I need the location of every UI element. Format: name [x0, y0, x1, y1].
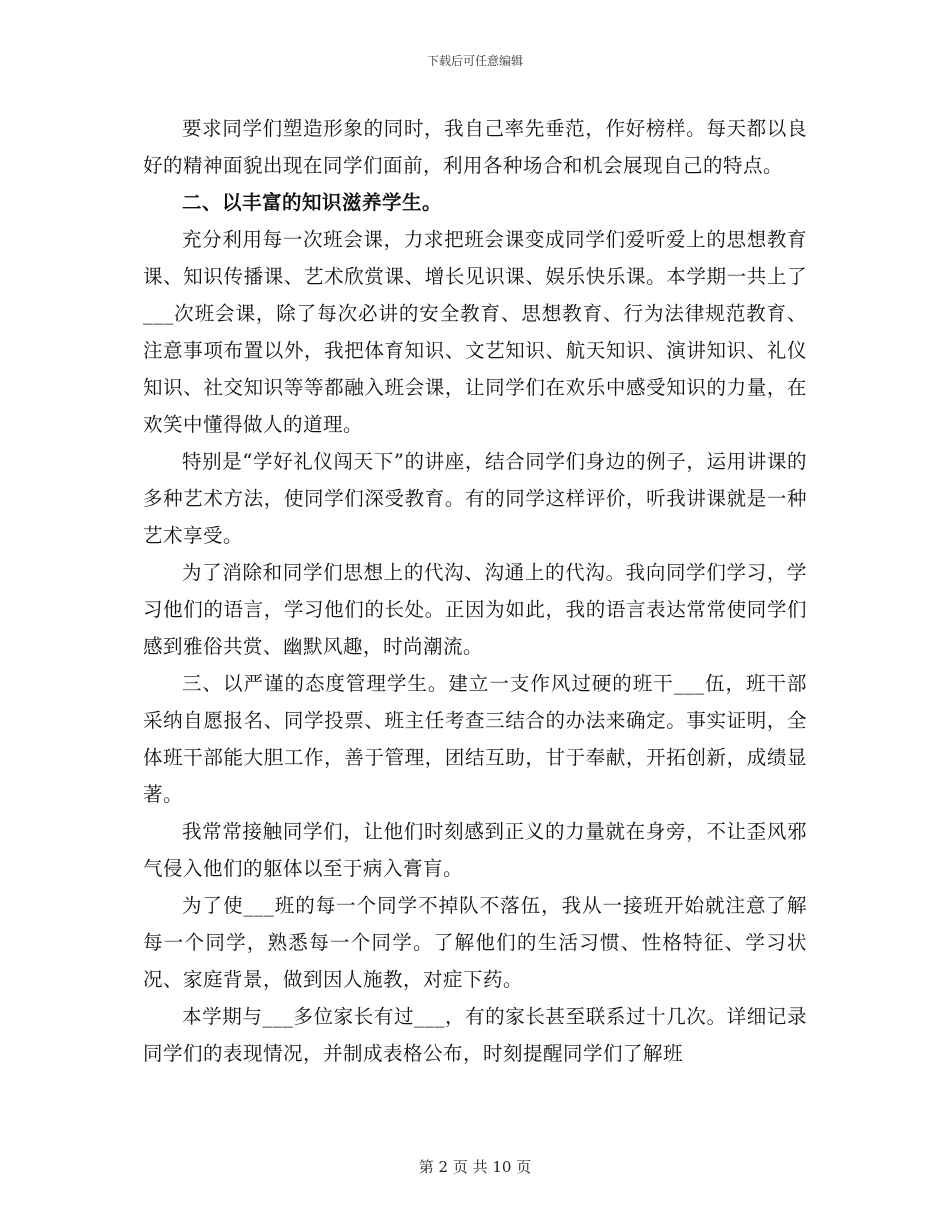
section-heading: 二、以丰富的知识滋养学生。	[182, 191, 443, 214]
paragraph: 我常常接触同学们，让他们时刻感到正义的力量就在身旁，不让歪风邪气侵入他们的躯体以至于病入膏肓。	[143, 820, 807, 880]
paragraph: 本学期与___多位家长有过___，有的家长甚至联系过十几次。详细记录同学们的表现情况，并制成表格公布，时刻提醒同学们了解班	[143, 1005, 807, 1065]
page-header: 下载后可任意编辑	[426, 54, 523, 68]
paragraph: 为了消除和同学们思想上的代沟、沟通上的代沟。我向同学们学习，学习他们的语言，学习他们的长处。正因为如此，我的语言表达常常使同学们感到雅俗共赏、幽默风趣，时尚潮流。	[143, 561, 807, 658]
paragraph: 充分利用每一次班会课，力求把班会课变成同学们爱听爱上的思想教育课、知识传播课、艺术欣赏课、增长见识课、娱乐快乐课。本学期一共上了___次班会课，除了每次必讲的安全教育、思想教育、行为法律规范教育、注意事项布置以外，我把体育知识、文艺知识、航天知识、演讲知识、礼仪知识、社交知识等等都融入班会课，让同学们在欢乐中感受知识的力量，在欢笑中懂得做人的道理。	[143, 228, 807, 436]
document-body	[143, 110, 807, 1072]
paragraph: 为了使___班的每一个同学不掉队不落伍，我从一接班开始就注意了解每一个同学，熟悉每一个同学。了解他们的生活习惯、性格特征、学习状况、家庭背景，做到因人施教，对症下药。	[143, 894, 807, 991]
page-number: 第 2 页 共 10 页	[418, 1158, 532, 1176]
paragraph: 特别是“学好礼仪闯天下”的讲座，结合同学们身边的例子，运用讲课的多种艺术方法，使同学们深受教育。有的同学这样评价，听我讲课就是一种艺术享受。	[143, 450, 807, 547]
paragraph: 要求同学们塑造形象的同时，我自己率先垂范，作好榜样。每天都以良好的精神面貌出现在同学们面前，利用各种场合和机会展现自己的特点。	[143, 117, 807, 177]
paragraph: 三、以严谨的态度管理学生。建立一支作风过硬的班干___伍，班干部采纳自愿报名、同学投票、班主任考查三结合的办法来确定。事实证明，全体班干部能大胆工作，善于管理，团结互助，甘于奉献，开拓创新，成绩显著。	[143, 672, 807, 806]
